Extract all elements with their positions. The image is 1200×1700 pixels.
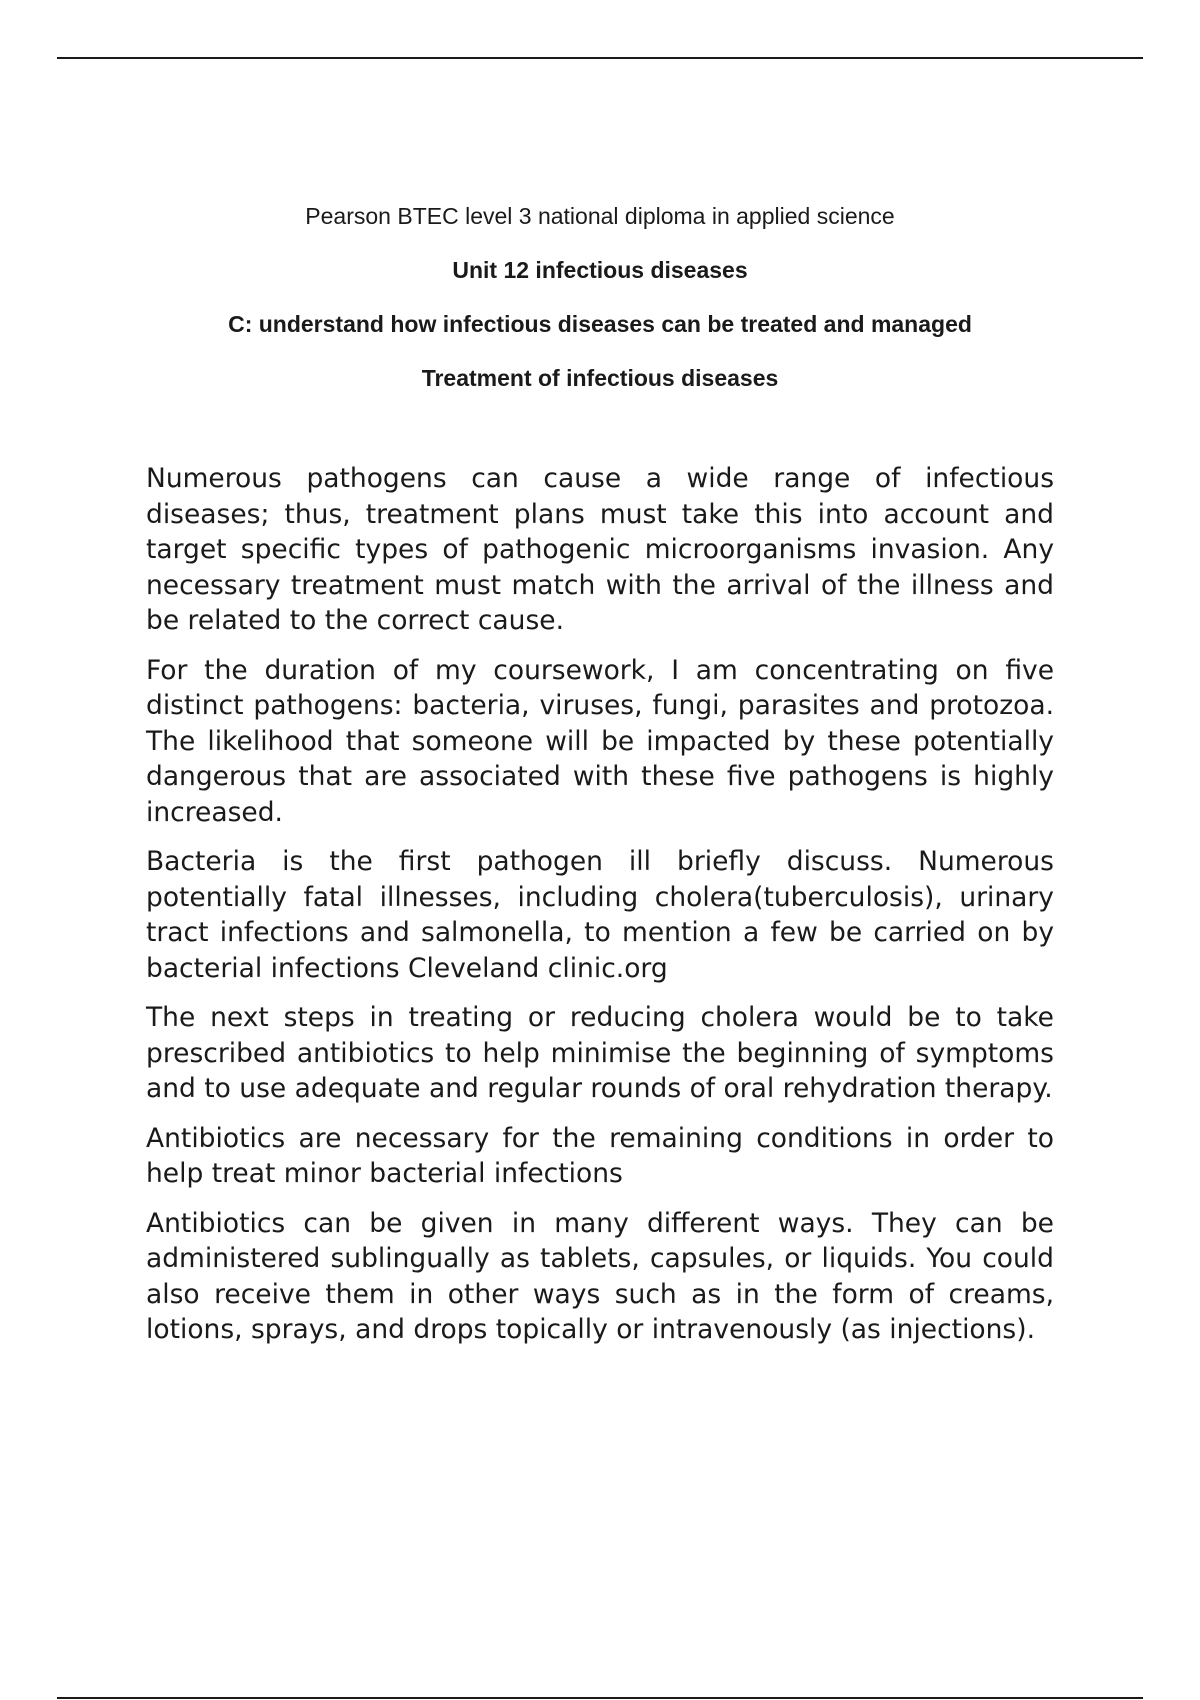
body-paragraph-3: Bacteria is the first pathogen ill briefly discuss. Numerous potentially fatal illnesses, including cholera(tuberculosis), urinary tract infections and salmonella, to mention a few be carried on by bacterial infections Cleveland clinic.org [146, 846, 1054, 984]
course-title: Pearson BTEC level 3 national diploma in applied science [305, 203, 895, 229]
section-title: Treatment of infectious diseases [421, 365, 779, 391]
learning-aim-title: C: understand how infectious diseases can be treated and managed [228, 311, 972, 337]
top-rule [57, 57, 1143, 59]
document-header [0, 196, 1200, 412]
body-paragraph-1: Numerous pathogens can cause a wide range of infectious diseases; thus, treatment plans must take this into account and target specific types of pathogenic microorganisms invasion. Any necessary treatment must match with the arrival of the illness and be related to the correct cause. [146, 463, 1054, 636]
body-paragraph-4: The next steps in treating or reducing cholera would be to take prescribed antibiotics to help minimise the beginning of symptoms and to use adequate and regular rounds of oral rehydration therapy. [146, 1002, 1054, 1104]
body-paragraph-2: For the duration of my coursework, I am concentrating on five distinct pathogens: bacteria, viruses, fungi, parasites and protozoa. The likelihood that someone will be impacted by these potentially dangerous that are associated with these five pathogens is highly increased. [146, 654, 1054, 828]
unit-title: Unit 12 infectious diseases [452, 257, 748, 283]
body-paragraph-5: Antibiotics are necessary for the remaining conditions in order to help treat minor bacterial infections [146, 1122, 1054, 1189]
document-body [146, 461, 1054, 1362]
body-paragraph-6: Antibiotics can be given in many different ways. They can be administered sublingually as tablets, capsules, or liquids. You could also receive them in other ways such as in the form of creams, lotions, sprays, and drops topically or intravenously (as injections). [146, 1207, 1054, 1345]
bottom-rule [57, 1697, 1143, 1699]
